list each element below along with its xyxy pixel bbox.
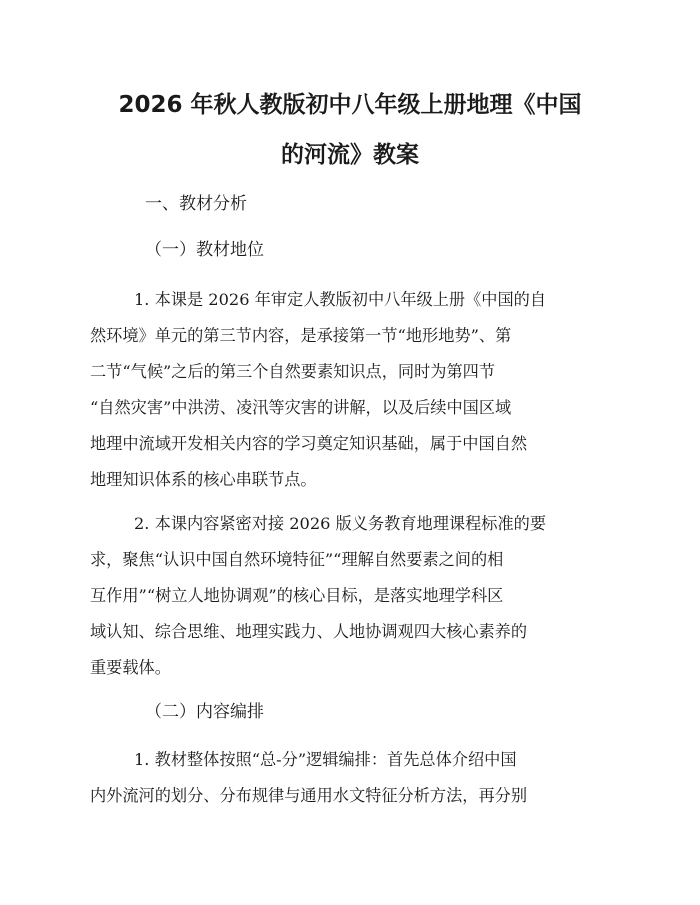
- section-heading: 一、教材分析: [145, 194, 247, 214]
- paragraph-line: 2. 本课内容紧密对接 2026 版义务教育地理课程标准的要: [134, 514, 547, 533]
- paragraph-line: 域认知、综合思维、地理实践力、人地协调观四大核心素养的: [90, 622, 528, 641]
- paragraph-line: 1. 教材整体按照“总-分”逻辑编排：首先总体介绍中国: [134, 750, 517, 769]
- title-line: 的河流》教案: [281, 142, 419, 168]
- paragraph-line: 地理知识体系的核心串联节点。: [90, 470, 317, 489]
- paragraph-line: 重要载体。: [90, 658, 171, 677]
- paragraph-3: [90, 742, 610, 814]
- paragraph-line: 1. 本课是 2026 年审定人教版初中八年级上册《中国的自: [134, 290, 547, 309]
- paragraph-line: 地理中流域开发相关内容的学习奠定知识基础，属于中国自然: [90, 434, 528, 453]
- paragraph-line: 然环境》单元的第三节内容，是承接第一节“地形地势”、第: [90, 326, 512, 345]
- paragraph-line: 互作用”“树立人地协调观”的核心目标，是落实地理学科区: [90, 586, 504, 605]
- paragraph-1: [90, 282, 610, 498]
- subsection-heading: （二）内容编排: [145, 702, 264, 722]
- paragraph-line: 内外流河的划分、分布规律与通用水文特征分析方法，再分别: [90, 786, 528, 805]
- title-line: 2026 年秋人教版初中八年级上册地理《中国: [118, 92, 582, 118]
- paragraph-2: [90, 506, 610, 686]
- paragraph-line: 二节“气候”之后的第三个自然要素知识点，同时为第四节: [90, 362, 496, 381]
- subsection-heading: （一）教材地位: [145, 240, 264, 260]
- document-title: [90, 80, 610, 180]
- paragraph-line: 求，聚焦“认识中国自然环境特征”“理解自然要素之间的相: [90, 550, 504, 569]
- paragraph-line: “自然灾害”中洪涝、凌汛等灾害的讲解，以及后续中国区域: [90, 398, 512, 417]
